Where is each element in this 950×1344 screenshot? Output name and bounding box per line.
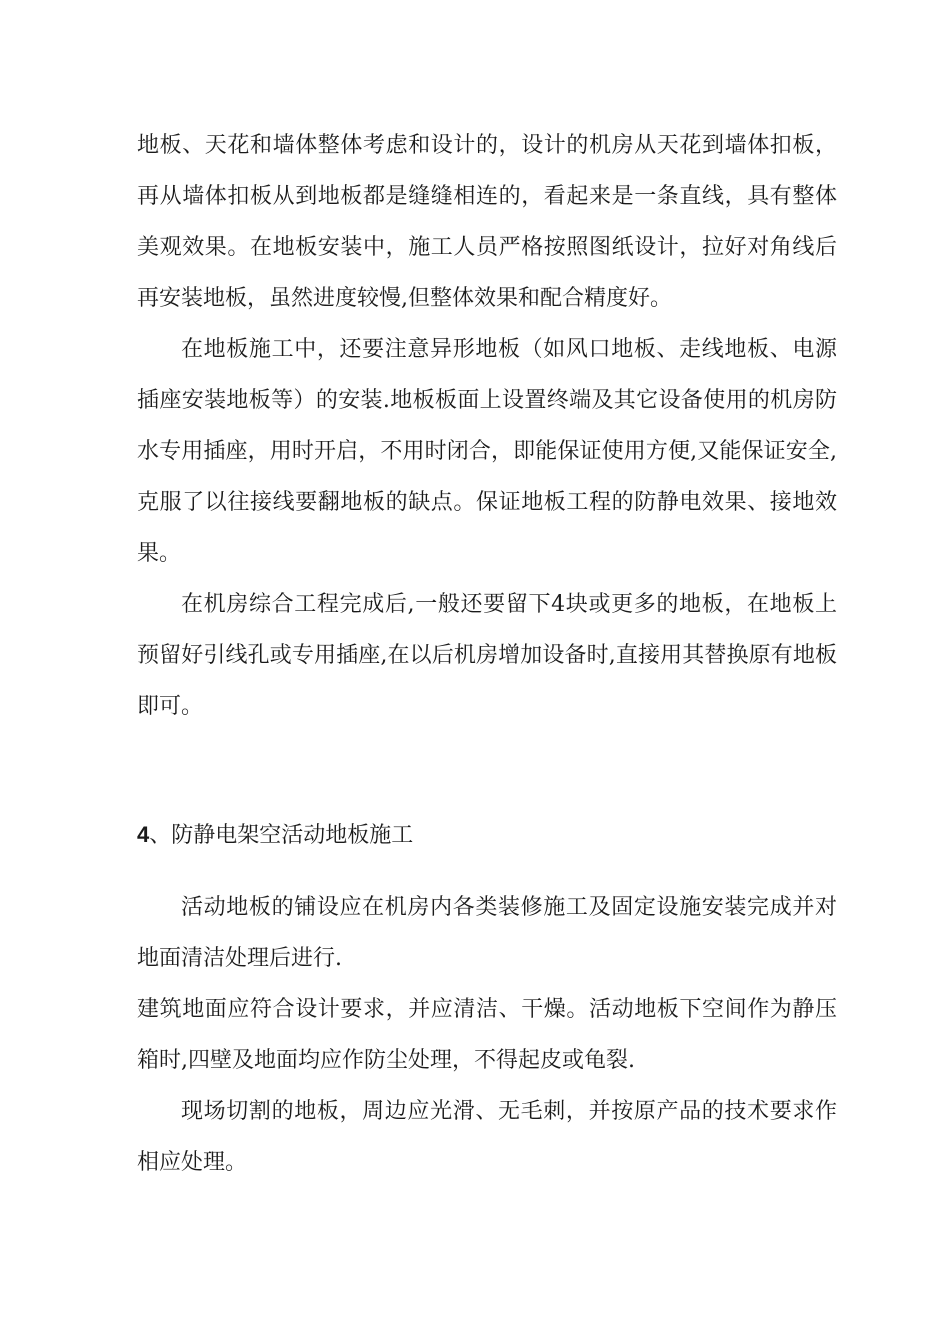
paragraph-3: 在机房综合工程完成后,一般还要留下4块或更多的地板，在地板上预留好引线孔或专用插座,在以后机房增加设备时,直接用其替换原有地板即可。 <box>137 592 837 719</box>
paragraph-1: 地板、天花和墙体整体考虑和设计的，设计的机房从天花到墙体扣板，再从墙体扣板从到地板都是缝缝相连的，看起来是一条直线，具有整体美观效果。在地板安装中，施工人员严格按照图纸设计，拉好对角线后再安装地板，虽然进度较慢,但整体效果和配合精度好。 <box>137 133 837 311</box>
paragraph-2: 在地板施工中，还要注意异形地板（如风口地板、走线地板、电源插座安装地板等）的安装.地板板面上设置终端及其它设备使用的机房防水专用插座，用时开启，不用时闭合，即能保证使用方便,又能保证安全,克服了以往接线要翻地板的缺点。保证地板工程的防静电效果、接地效果。 <box>137 337 837 566</box>
section-heading <box>137 809 413 861</box>
paragraph-4: 活动地板的铺设应在机房内各类装修施工及固定设施安装完成并对地面清洁处理后进行. <box>137 895 837 971</box>
paragraph-6: 现场切割的地板，周边应光滑、无毛刺，并按原产品的技术要求作相应处理。 <box>137 1099 837 1175</box>
section-heading-text: 、防静电架空活动地板施工 <box>149 823 414 848</box>
section-heading-number: 4 <box>137 822 150 847</box>
paragraph-5: 建筑地面应符合设计要求，并应清洁、干燥。活动地板下空间作为静压箱时,四壁及地面均应作防尘处理，不得起皮或龟裂. <box>137 997 837 1073</box>
